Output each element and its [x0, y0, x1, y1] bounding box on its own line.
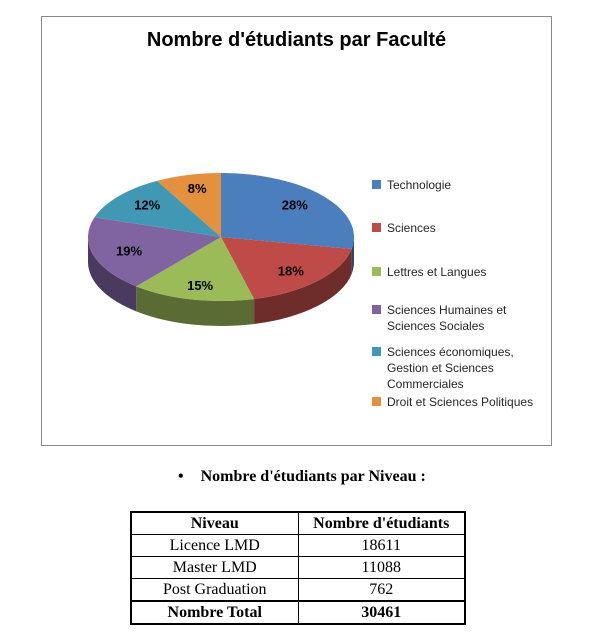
- legend-item-sciences-economiques[interactable]: [372, 344, 554, 392]
- pie-percentage-label: 19%: [116, 243, 143, 259]
- pie-percentage-label: 15%: [187, 278, 214, 294]
- chart-title: Nombre d'étudiants par Faculté: [146, 29, 447, 51]
- legend-swatch-icon: [372, 305, 381, 314]
- table-cell-total-label: Nombre Total: [131, 601, 298, 624]
- legend-item-technologie[interactable]: [372, 177, 554, 193]
- bullet-icon: •: [178, 468, 184, 485]
- pie-percentage-label: 28%: [281, 197, 308, 213]
- table-cell-count: 11088: [298, 557, 465, 579]
- legend-item-lettres-et-langues[interactable]: [372, 264, 554, 280]
- table-row: [131, 557, 465, 579]
- legend-label: Droit et Sciences Politiques: [387, 395, 534, 409]
- table-cell-level: Licence LMD: [131, 535, 298, 557]
- table-total-row: [131, 601, 465, 624]
- legend-swatch-icon: [372, 347, 381, 356]
- pie-percentage-label: 8%: [187, 181, 207, 197]
- legend-label: Sciences: [387, 221, 436, 235]
- legend-label: Technologie: [387, 178, 452, 192]
- section-heading-text: Nombre d'étudiants par Niveau :: [200, 468, 426, 485]
- legend-swatch-icon: [372, 180, 381, 189]
- table-cell-count: 762: [298, 579, 465, 602]
- legend-swatch-icon: [372, 223, 381, 232]
- legend-label: Sciences Humaines et Sciences Sociales: [387, 303, 507, 333]
- table-header-row: [131, 512, 465, 535]
- legend-item-droit-sciences-politiques[interactable]: [372, 394, 554, 410]
- pie-percentage-label: 18%: [277, 263, 304, 279]
- table-row: [131, 579, 465, 602]
- table-cell-count: 18611: [298, 535, 465, 557]
- legend-item-sciences-humaines-sociales[interactable]: [372, 302, 554, 334]
- legend-swatch-icon: [372, 397, 381, 406]
- legend-label: Sciences économiques, Gestion et Sciences Commerciales: [387, 345, 514, 391]
- table-cell-level: Post Graduation: [131, 579, 298, 602]
- table-cell-total-count: 30461: [298, 601, 465, 624]
- pie-chart-frame: [41, 16, 552, 446]
- table-cell-level: Master LMD: [131, 557, 298, 579]
- table-row: [131, 535, 465, 557]
- legend-item-sciences[interactable]: [372, 220, 554, 236]
- legend-label: Lettres et Langues: [387, 265, 487, 279]
- students-by-level-table: [130, 511, 466, 625]
- section-heading: [178, 468, 426, 486]
- table-header-niveau: Niveau: [131, 512, 298, 535]
- legend-swatch-icon: [372, 267, 381, 276]
- pie-percentage-label: 12%: [134, 197, 161, 213]
- table-header-nombre: Nombre d'étudiants: [298, 512, 465, 535]
